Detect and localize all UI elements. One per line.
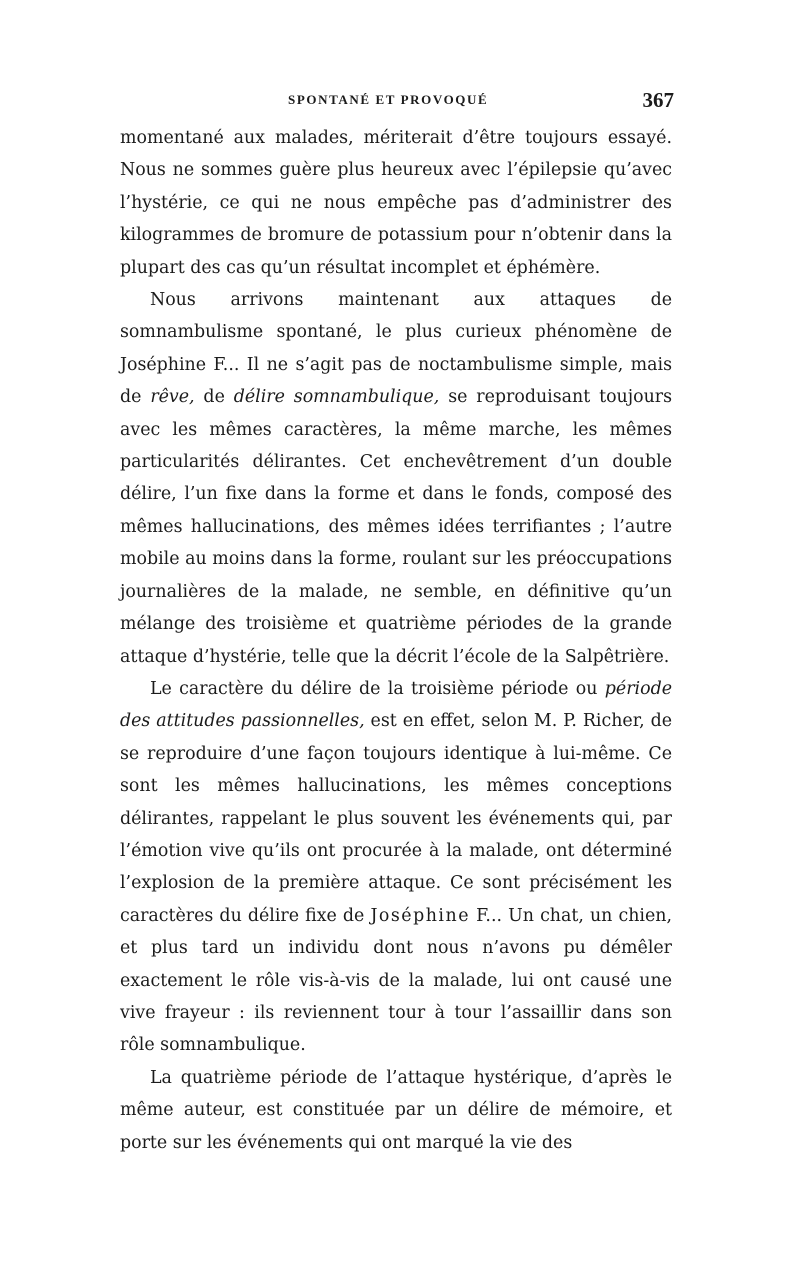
paragraph-3-text-c: F... Un chat, un chien, et plus tard un individu dont nous n’avons pu démêler exactement le rôle vis-à-vis de la malade, lui ont causé une vive frayeur : ils reviennent tour à tour l’assaillir dans son rôle somnambulique.: [120, 905, 673, 1056]
italic-delire-somnambulique: délire somnambulique,: [233, 387, 440, 408]
spaced-name-josephine: Joséphine: [370, 905, 470, 926]
paragraph-1-text: momentané aux malades, mériterait d’être toujours essayé. Nous ne sommes guère plus heureux avec l’épilepsie qu’avec l’hystérie, ce qui ne nous empêche pas d’administrer des kilogrammes de bromure de potassium pour n’obtenir dans la plupart des cas qu’un résultat incomplet et éphémère.: [120, 128, 672, 278]
paragraph-1: [120, 122, 672, 284]
body-text: [120, 122, 672, 1159]
paragraph-3-text-b: est en effet, selon M. P. Richer, de se reproduire d’une façon toujours identique à lui-même. Ce sont les mêmes hallucinations, les mêmes conceptions délirantes, rappelant le plus souvent les événements qui, par l’émotion vive qu’ils ont procurée à la malade, ont déterminé l’explosion de la première attaque. Ce sont précisément les caractères du délire fixe de: [120, 711, 673, 926]
running-head: [120, 88, 672, 118]
page-number: 367: [642, 88, 674, 112]
italic-reve: rêve,: [150, 387, 195, 408]
paragraph-2: [120, 284, 672, 673]
paragraph-2-text-c: se reproduisant toujours avec les mêmes caractères, la même marche, les mêmes particularités délirantes. Cet enchevêtrement d’un double délire, l’un fixe dans la forme et dans le fonds, composé des mêmes hallucinations, des mêmes idées terrifiantes ; l’autre mobile au moins dans la forme, roulant sur les préoccupations journalières de la malade, ne semble, en définitive qu’un mélange des troisième et quatrième périodes de la grande attaque d’hystérie, telle que la décrit l’école de la Salpêtrière.: [120, 387, 673, 667]
paragraph-3-text-a: Le caractère du délire de la troisième période ou: [150, 678, 605, 699]
paragraph-2-text-b: de: [194, 387, 234, 408]
italic-periode-attitudes: période des attitudes passionnelles,: [120, 678, 672, 732]
paragraph-3: [120, 673, 672, 1062]
running-title: SPONTANÉ ET PROVOQUÉ: [288, 92, 489, 107]
paragraph-2-text-a: Nous arrivons maintenant aux attaques de somnambulisme spontané, le plus curieux phénomène de Joséphine F... Il ne s’agit pas de noctambulisme simple, mais de: [120, 290, 672, 408]
book-page: [120, 88, 672, 1159]
paragraph-4-text: La quatrième période de l’attaque hystérique, d’après le même auteur, est constituée par un délire de mémoire, et porte sur les événements qui ont marqué la vie des: [120, 1067, 672, 1153]
paragraph-4: [120, 1062, 672, 1159]
